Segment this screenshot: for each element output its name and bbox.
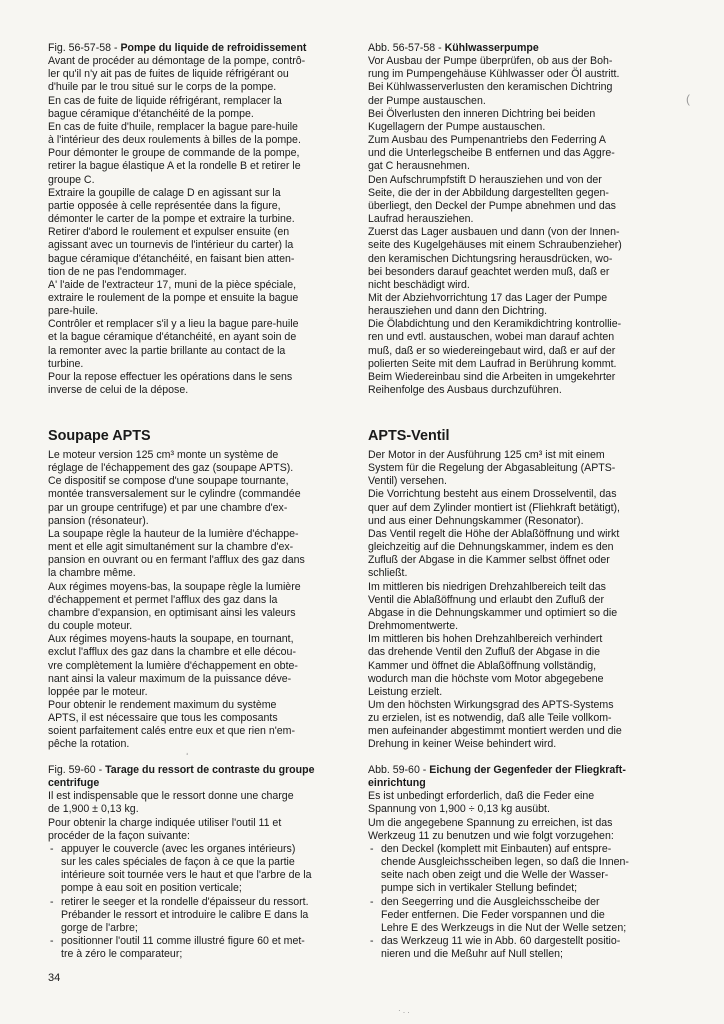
section-body: Vor Ausbau der Pumpe überprüfen, ob aus der Boh- rung im Pumpengehäuse Kühlwasser oder Öl austritt. Bei Kühlwasserverlusten den keramischen Dichtring der Pumpe austauschen. Bei Ölverlusten den inneren Dichtring bei beiden Kugellagern der Pumpe austauschen. Zum Ausbau des Pumpenantriebs den Federring A und die Unterlegscheibe B entfernen und das Aggre- gat C herausnehmen. Den Aufschrumpfstift D herausziehen und von der Seite, die der in der Abbildung dargestellten gegen- überliegt, den Deckel der Pumpe abnehmen und das Laufrad herausziehen. Zuerst das Lager ausbauen und dann (von der Innen- seite des Kugelgehäuses mit einem Schraubenzieher) den keramischen Dichtungsring herausdrücken, wo- bei besonders darauf geachtet werden muß, daß er nicht beschädigt wird. Mit der Abziehvorrichtung 17 das Lager der Pumpe herausziehen und dann den Dichtring. Die Ölabdichtung und den Keramikdichtring kontrollie- ren und evtl. austauschen, wobei man darauf achten muß, daß er so wiedereingebaut wird, daß er auf der polierten Seite mit dem Laufrad in Berührung kommt. Beim Wiedereinbau sind die Arbeiten in umgekehrter Reihenfolge des Ausbaus durchzuführen. xyxy=(368,55,622,397)
figure-caption xyxy=(368,764,664,790)
list-item: - das Werkzeug 11 wie in Abb. 60 dargestellt positio- nieren und die Meßuhr auf Null stellen; xyxy=(368,935,664,961)
list-item: - positionner l'outil 11 comme illustré figure 60 et met- tre à zéro le comparateur; xyxy=(48,935,344,961)
section-heading: APTS-Ventil xyxy=(368,428,450,444)
list-item: - den Deckel (komplett mit Einbauten) auf entspre- chende Ausgleichsscheiben legen, so daß die Innen- seite nach oben zeigt und die Welle der Wasser- pumpe sich in vertikaler Stellung befindet; xyxy=(368,843,664,896)
spring-section-fr xyxy=(48,764,344,961)
caption-title: Tarage du ressort de contraste du groupe centrifuge xyxy=(48,764,315,790)
list-item: - den Seegerring und die Ausgleichsscheibe der Feder entfernen. Die Feder vorspannen und die Lehre E des Werkzeugs in die Nut der Welle setzen; xyxy=(368,896,664,935)
apts-section-de xyxy=(368,428,664,752)
figure-caption xyxy=(368,42,664,55)
caption-title: Eichung der Gegenfeder der Fliegkraft- einrichtung xyxy=(368,764,626,790)
print-speck: ¸ xyxy=(186,746,189,755)
caption-prefix: Fig. 56-57-58 - xyxy=(48,42,121,54)
spring-section-de xyxy=(368,764,664,961)
page-number: 34 xyxy=(48,972,61,984)
caption-prefix: Fig. 59-60 - xyxy=(48,764,106,776)
caption-title: Pompe du liquide de refroidissement xyxy=(120,42,307,54)
procedure-list xyxy=(368,843,664,961)
figure-caption xyxy=(48,42,344,55)
section-heading: Soupape APTS xyxy=(48,428,151,444)
pump-section-fr xyxy=(48,42,344,397)
caption-prefix: Abb. 56-57-58 - xyxy=(368,42,445,54)
print-speck: · . . xyxy=(398,1006,410,1015)
section-body: Il est indispensable que le ressort donne une charge de 1,900 ± 0,13 kg. Pour obtenir la charge indiquée utiliser l'outil 11 et procéder de la façon suivante: xyxy=(48,790,294,842)
margin-mark: ( xyxy=(686,92,690,106)
section-body: Avant de procéder au démontage de la pompe, contrô- ler qu'il n'y ait pas de fuites de liquide réfrigérant ou d'huile par le trou situé sur le corps de la pompe. En cas de fuite de liquide réfrigérant, remplacer la bague céramique d'étanchéité de la pompe. En cas de fuite d'huile, remplacer la bague pare-huile à l'intérieur des deux roulements à billes de la pompe. Pour démonter le groupe de commande de la pompe, retirer la bague élastique A et la rondelle B et retirer le groupe C. Extraire la goupille de calage D en agissant sur la partie opposée à celle représentée dans la figure, démonter le carter de la pompe et extraire la turbine. Retirer d'abord le roulement et expulser ensuite (en agissant avec un tournevis de l'intérieur du carter) la bague céramique d'étanchéité, en faisant bien atten- tion de ne pas l'endommager. A' l'aide de l'extracteur 17, muni de la pièce spéciale, extraire le roulement de la pompe et ensuite la bague pare-huile. Contrôler et remplacer s'il y a lieu la bague pare-huile et la bague céramique d'étanchéité, en ayant soin de la remonter avec la partie brillante au contact de la turbine. Pour la repose effectuer les opérations dans le sens inverse de celui de la dépose. xyxy=(48,55,306,397)
apts-section-fr xyxy=(48,428,344,752)
list-item: - appuyer le couvercle (avec les organes intérieurs) sur les cales spéciales de façon à ce que la partie intérieure soit tournée vers le haut et que l'arbre de la pompe à eau soit en position verticale; xyxy=(48,843,344,896)
caption-prefix: Abb. 59-60 - xyxy=(368,764,430,776)
section-body: Der Motor in der Ausführung 125 cm³ ist mit einem System für die Regelung der Abgasableitung (APTS- Ventil) versehen. Die Vorrichtung besteht aus einem Drosselventil, das quer auf dem Zylinder montiert ist (Fliehkraft betätigt), und aus einer Dehnungskammer (Resonator). Das Ventil regelt die Höhe der Ablaßöffnung und wirkt gleichzeitig auf die Dehnungskammer, indem es den Zufluß der Abgase in die Kammer selbst öffnet oder schließt. Im mittleren bis niedrigen Drehzahlbereich teilt das Ventil die Ablaßöffnung und erlaubt den Zufluß der Abgase in die Dehnungskammer und optimiert so die Drehmomentwerte. Im mittleren bis hohen Drehzahlbereich verhindert das drehende Ventil den Zufluß der Abgase in die Kammer und öffnet die Ablaßöffnung vollständig, wodurch man die höchste vom Motor abgegebene Leistung erzielt. Um den höchsten Wirkungsgrad des APTS-Systems zu erzielen, ist es notwendig, daß alle Teile vollkom- men aufeinander abgestimmt montiert werden und die Drehung in keiner Weise behindert wird. xyxy=(368,449,622,751)
caption-title: Kühlwasserpumpe xyxy=(444,42,539,54)
figure-caption xyxy=(48,764,344,790)
pump-section-de xyxy=(368,42,664,397)
section-body: Es ist unbedingt erforderlich, daß die Feder eine Spannung von 1,900 ÷ 0,13 kg ausübt. Um die angegebene Spannung zu erreichen, ist das Werkzeug 11 zu benutzen und wie folgt vorzugehen: xyxy=(368,790,614,842)
list-item: - retirer le seeger et la rondelle d'épaisseur du ressort. Prébander le ressort et introduire le calibre E dans la gorge de l'arbre; xyxy=(48,896,344,935)
section-body: Le moteur version 125 cm³ monte un système de réglage de l'échappement des gaz (soupape APTS). Ce dispositif se compose d'une soupape tournante, montée transversalement sur le cylindre (commandée par un groupe centrifuge) et par une chambre d'ex- pansion (résonateur). La soupape règle la hauteur de la lumière d'échappe- ment et elle agit simultanément sur la chambre d'ex- pansion en ouvrant ou en fermant l'afflux des gaz dans la chambre même. Aux régimes moyens-bas, la soupape règle la lumière d'échappement et permet l'afflux des gaz dans la chambre d'expansion, en optimisant ainsi les valeurs du couple moteur. Aux régimes moyens-hauts la soupape, en tournant, exclut l'afflux des gaz dans la chambre et elle décou- vre complètement la lumière d'échappement en obte- nant ainsi la valeur maximum de la puissance déve- loppée par le moteur. Pour obtenir le rendement maximum du système APTS, il est nécessaire que tous les composants soient parfaitement calés entre eux et que rien n'em- pêche la rotation. xyxy=(48,449,305,751)
procedure-list xyxy=(48,843,344,961)
